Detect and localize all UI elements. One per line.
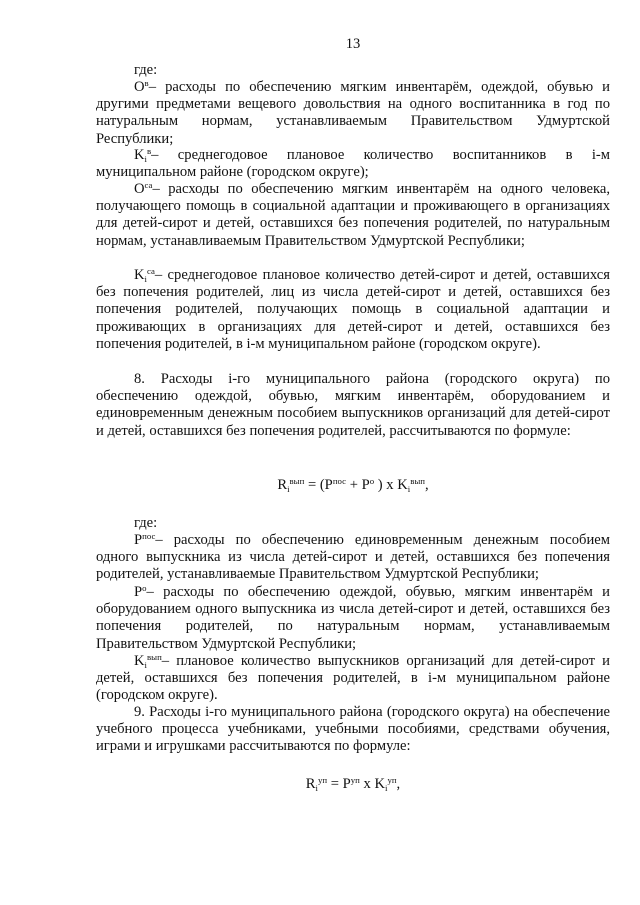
definition-k-ca-text: – среднегодовое плановое количество детей-сирот и детей, оставшихся без попечения родителей, лиц из числа детей-сирот и детей, оставшихся без попечения родителей, получающих помощь в социальной адаптации и проживающих в организациях для детей-сирот и детей, оставшихся без попечения родителей, в i-м муниципальном районе (городском округе). bbox=[96, 267, 610, 352]
formula-times-k: ) x K bbox=[374, 477, 408, 493]
definition-k-vyp-text: – плановое количество выпускников организаций для детей-сирот и детей, оставшихся без попечения родителей, в i-м муниципальном районе (городском округе). bbox=[96, 653, 610, 704]
where-label-text: где: bbox=[134, 62, 158, 78]
page-number: 13 bbox=[345, 36, 361, 52]
symbol-k-subscript: i bbox=[144, 154, 147, 164]
symbol-k-subscript: i bbox=[144, 274, 147, 284]
where-label-text: где: bbox=[134, 515, 158, 531]
definition-o-v-text: – расходы по обеспечению мягким инвентарём, одеждой, обувью и другими предметами вещевого довольствия на одного воспитанника в год по натуральным нормам, устанавливаемым Правительством Удмуртской Республики; bbox=[96, 79, 610, 147]
formula-p-superscript: уп bbox=[350, 775, 360, 785]
formula-r-subscript: i bbox=[287, 484, 290, 494]
formula-r: R bbox=[305, 776, 316, 792]
formula-study-process bbox=[96, 776, 610, 793]
symbol-k-subscript: i bbox=[144, 660, 147, 670]
formula-r-superscript: вып bbox=[289, 476, 305, 486]
definition-k-vyp bbox=[96, 653, 610, 705]
symbol-k-superscript: вып bbox=[147, 652, 162, 662]
symbol-p-superscript: пос bbox=[142, 531, 156, 541]
symbol-k-superscript: в bbox=[147, 146, 152, 156]
formula-end: , bbox=[425, 477, 429, 493]
definition-o-ca-text: – расходы по обеспечению мягким инвентарём на одного человека, получающего помощь в социальной адаптации и проживающего в организациях для детей-сирот и детей, оставшихся без попечения родителей, по натуральным нормам, устанавливаемым Правительством Удмуртской Республики; bbox=[96, 181, 610, 249]
definition-p-o-text: – расходы по обеспечению одеждой, обувью, мягким инвентарём и оборудованием одного выпускника из числа детей-сирот и детей, оставшихся без попечения родителей, по натуральным нормам, устанавливаемым Правительством Удмуртской Республики; bbox=[96, 584, 610, 652]
formula-graduates bbox=[96, 477, 610, 494]
symbol-o: О bbox=[134, 79, 145, 95]
formula-r-superscript: уп bbox=[317, 775, 328, 785]
definition-o-v bbox=[96, 79, 610, 148]
formula-k-subscript: i bbox=[407, 484, 411, 494]
formula-plus-p: + P bbox=[346, 477, 370, 493]
formula-r-subscript: i bbox=[315, 783, 318, 793]
definition-p-o bbox=[96, 584, 610, 653]
symbol-k-superscript: са bbox=[147, 266, 155, 276]
definition-p-pos bbox=[96, 532, 610, 584]
symbol-p: P bbox=[134, 584, 143, 600]
document-page bbox=[96, 0, 610, 905]
formula-equals-p: = (P bbox=[304, 477, 333, 493]
symbol-o-superscript: са bbox=[144, 180, 153, 190]
formula-r: R bbox=[277, 477, 288, 493]
definition-p-pos-text: – расходы по обеспечению единовременным денежным пособием одного выпускника из числа детей-сирот и детей, оставшихся без попечения родителей, устанавливаемые Правительством Удмуртской Республики; bbox=[96, 532, 610, 583]
symbol-p-superscript: о bbox=[142, 583, 147, 593]
symbol-k: K bbox=[134, 267, 145, 283]
formula-p-o-superscript: о bbox=[369, 476, 375, 486]
formula-k-subscript: i bbox=[384, 783, 388, 793]
formula-k-superscript: вып bbox=[410, 476, 425, 486]
item-9-paragraph: 9. Расходы i-го муниципального района (городского округа) на обеспечение учебного процесса учебниками, учебными пособиями, средствами обучения, играми и игрушками рассчитываются по формуле: bbox=[96, 704, 610, 755]
definition-k-ca bbox=[96, 267, 610, 353]
symbol-o: О bbox=[134, 181, 145, 197]
symbol-p: P bbox=[134, 532, 143, 548]
item-8-paragraph: 8. Расходы i-го муниципального района (городского округа) по обеспечению одеждой, обувью, мягким инвентарём, оборудованием и единовременным денежным пособием выпускников организаций для детей-сирот и детей, оставшихся без попечения родителей, рассчитываются по формуле: bbox=[96, 371, 610, 439]
symbol-k: K bbox=[134, 147, 145, 163]
definition-k-v-text: – среднегодовое плановое количество воспитанников в i-м муниципальном районе (городском округе); bbox=[96, 147, 610, 181]
formula-equals-p: = P bbox=[327, 776, 351, 792]
definition-k-v bbox=[96, 147, 610, 181]
definition-o-ca bbox=[96, 181, 610, 250]
formula-end: , bbox=[396, 776, 401, 792]
symbol-k: K bbox=[134, 653, 145, 669]
symbol-o-superscript: в bbox=[144, 78, 149, 88]
formula-p-pos-superscript: пос bbox=[332, 476, 347, 486]
formula-k-superscript: уп bbox=[387, 775, 397, 785]
formula-times-k: x K bbox=[359, 776, 385, 792]
